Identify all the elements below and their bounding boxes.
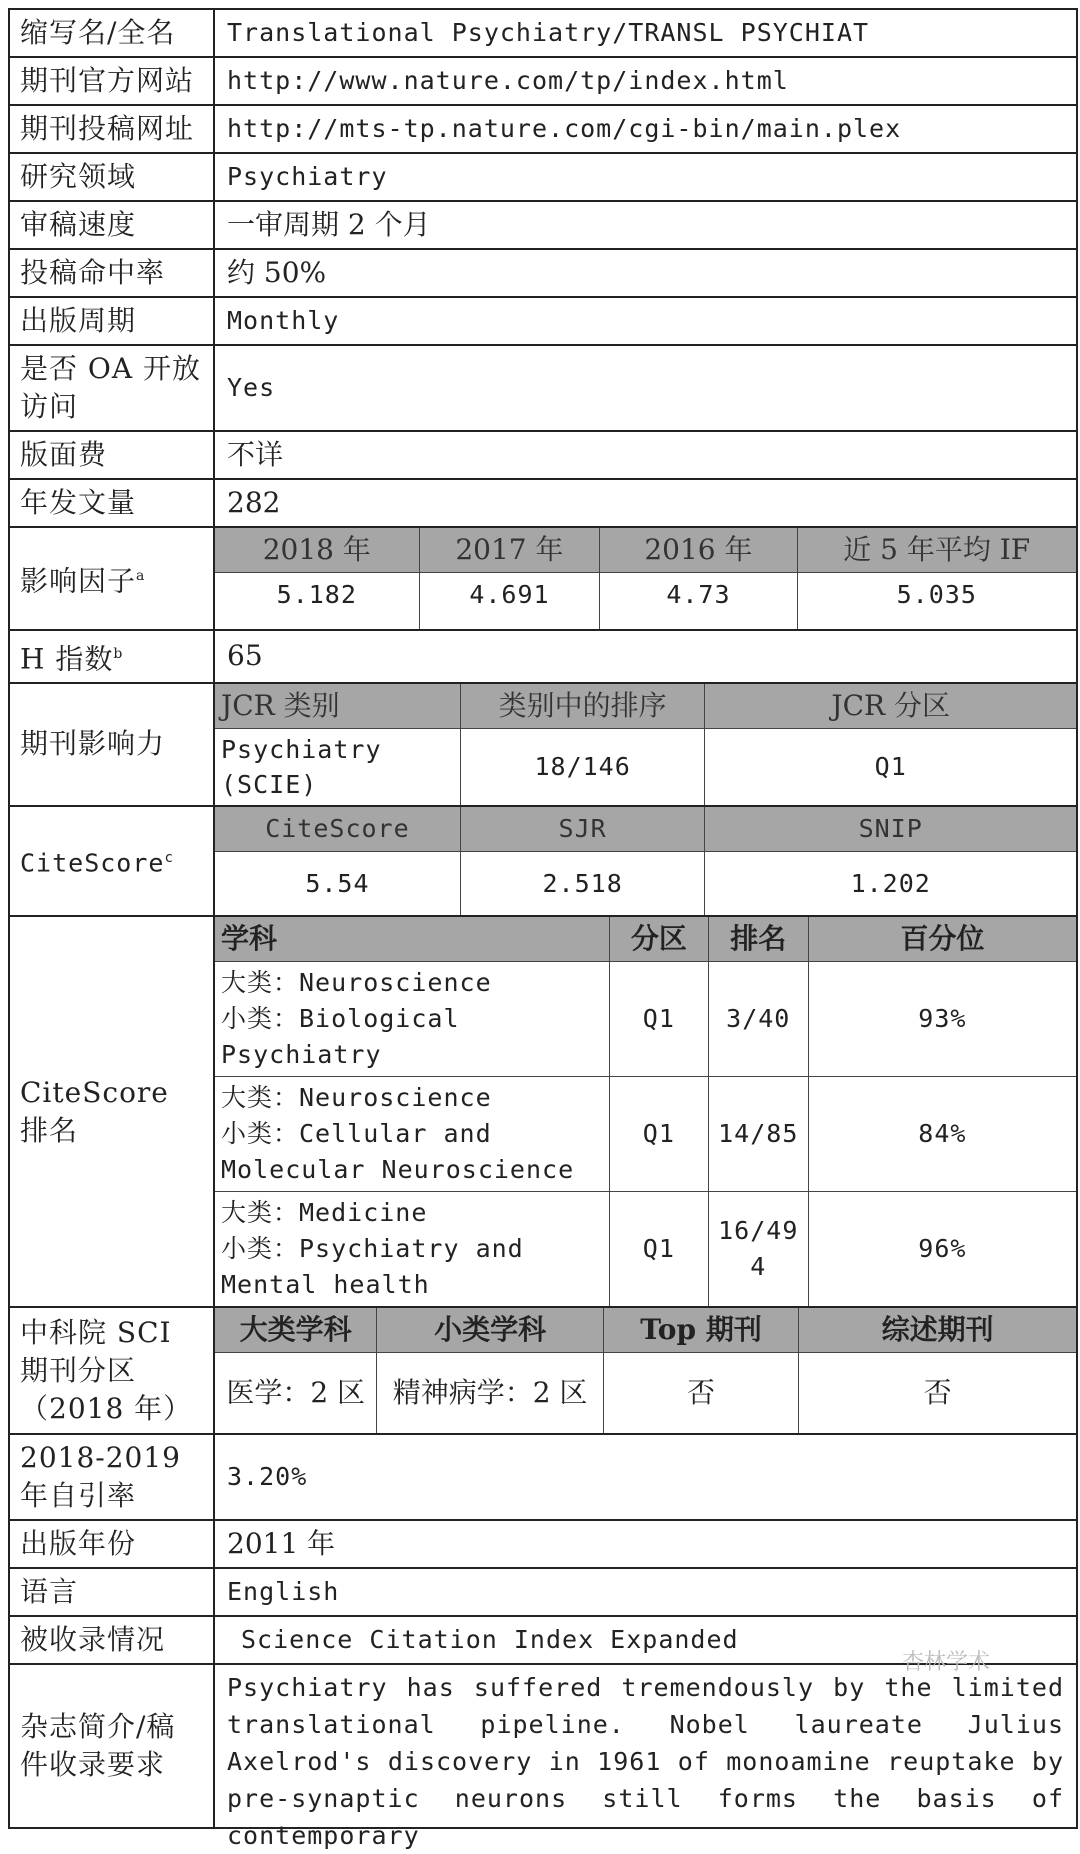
value-review-speed: 一审周期 2 个月 [214, 201, 1077, 249]
rank-row [215, 1192, 1076, 1307]
value-intro-cell [214, 1664, 1077, 1850]
value-acceptance: 约 50% [214, 249, 1077, 297]
label-cas: 中科院 SCI 期刊分区（2018 年） [9, 1307, 214, 1434]
value-oa: Yes [214, 345, 1077, 431]
if-header-2018: 2018 年 [215, 528, 419, 573]
row-language [9, 1568, 1077, 1616]
row-frequency [9, 297, 1077, 345]
row-impact-factor [9, 527, 1077, 630]
impact-factor-footnote: a [136, 567, 146, 584]
snip-value: 1.202 [705, 851, 1076, 915]
cas-header-top: Top 期刊 [603, 1308, 798, 1353]
cas-top: 否 [603, 1353, 798, 1433]
rank-rank: 16/494 [708, 1192, 808, 1307]
cas-cell [214, 1307, 1077, 1434]
watermark: 杏林学术 [901, 1650, 990, 1675]
cas-header-review: 综述期刊 [799, 1308, 1076, 1353]
citescore-header-snip: SNIP [705, 807, 1076, 852]
row-review-speed [9, 201, 1077, 249]
row-field [9, 153, 1077, 201]
row-website [9, 57, 1077, 105]
row-oa [9, 345, 1077, 431]
value-h-index: 65 [214, 630, 1077, 683]
rank-minor: 小类：Psychiatry and Mental health [221, 1234, 524, 1300]
value-frequency: Monthly [214, 297, 1077, 345]
impact-factor-cell [214, 527, 1077, 630]
journal-influence-table [215, 684, 1076, 805]
label-review-speed: 审稿速度 [9, 201, 214, 249]
if-value-5yr: 5.035 [797, 573, 1076, 629]
value-abbr: Translational Psychiatry/TRANSL PSYCHIAT [214, 9, 1077, 57]
if-header-5yr: 近 5 年平均 IF [797, 528, 1076, 573]
row-abbr [9, 9, 1077, 57]
label-abbr: 缩写名/全名 [9, 9, 214, 57]
row-self-cite [9, 1434, 1077, 1520]
rank-header-percentile: 百分位 [808, 917, 1076, 962]
row-intro [9, 1664, 1077, 1828]
citescore-value: 5.54 [215, 851, 460, 915]
rank-percentile: 93% [808, 962, 1076, 1077]
rank-rank: 14/85 [708, 1077, 808, 1192]
cas-header-major: 大类学科 [215, 1308, 377, 1353]
citescore-cell [214, 806, 1077, 917]
sjr-value: 2.518 [460, 851, 705, 915]
citescore-footnote: c [164, 850, 174, 867]
label-citescore [9, 806, 214, 917]
rank-major: 大类：Neuroscience [221, 968, 492, 998]
label-journal-influence: 期刊影响力 [9, 683, 214, 806]
label-frequency: 出版周期 [9, 297, 214, 345]
rank-subject [215, 1077, 609, 1192]
value-articles: 282 [214, 479, 1077, 527]
value-submission: http://mts-tp.nature.com/cgi-bin/main.plex [214, 105, 1077, 153]
label-field: 研究领域 [9, 153, 214, 201]
value-fee: 不详 [214, 431, 1077, 479]
label-self-cite: 2018-2019 年自引率 [9, 1434, 214, 1520]
label-fee: 版面费 [9, 431, 214, 479]
rank-minor: 小类：Biological Psychiatry [221, 1004, 460, 1070]
row-fee [9, 431, 1077, 479]
rank-percentile: 96% [808, 1192, 1076, 1307]
citescore-header-sjr: SJR [460, 807, 705, 852]
label-intro: 杂志简介/稿件收录要求 [9, 1664, 214, 1828]
if-header-2017: 2017 年 [419, 528, 600, 573]
row-year [9, 1520, 1077, 1568]
rank-subject [215, 962, 609, 1077]
label-language: 语言 [9, 1568, 214, 1616]
rank-subject [215, 1192, 609, 1307]
rank-percentile: 84% [808, 1077, 1076, 1192]
row-cas [9, 1307, 1077, 1434]
label-indexed: 被收录情况 [9, 1616, 214, 1664]
cas-review: 否 [799, 1353, 1076, 1433]
if-value-2018: 5.182 [215, 573, 419, 629]
impact-factor-table [215, 528, 1076, 629]
label-h-index [9, 630, 214, 683]
rank-quartile: Q1 [609, 962, 708, 1077]
journal-influence-cell [214, 683, 1077, 806]
row-citescore-rank [9, 916, 1077, 1307]
if-header-2016: 2016 年 [600, 528, 797, 573]
row-articles [9, 479, 1077, 527]
label-oa: 是否 OA 开放访问 [9, 345, 214, 431]
jcr-header-rank: 类别中的排序 [460, 684, 705, 729]
rank-row [215, 962, 1076, 1077]
citescore-rank-cell [214, 916, 1077, 1307]
cas-table [215, 1308, 1076, 1433]
rank-header-rank: 排名 [708, 917, 808, 962]
value-intro: Psychiatry has suffered tremendously by the limited translational pipeline. Nobel laureate Julius Axelrod's discovery in 1961 of monoamine reuptake by pre-synaptic neurons still forms the basis of contemporary [227, 1672, 1064, 1850]
row-h-index [9, 630, 1077, 683]
citescore-label: CiteScore [20, 848, 165, 878]
if-value-2017: 4.691 [419, 573, 600, 629]
label-submission: 期刊投稿网址 [9, 105, 214, 153]
if-value-2016: 4.73 [600, 573, 797, 629]
jcr-header-quartile: JCR 分区 [705, 684, 1076, 729]
rank-minor: 小类：Cellular and Molecular Neuroscience [221, 1119, 575, 1185]
citescore-table [215, 807, 1076, 916]
label-website: 期刊官方网站 [9, 57, 214, 105]
cas-major: 医学：2 区 [215, 1353, 377, 1433]
cas-header-minor: 小类学科 [377, 1308, 603, 1353]
h-index-label: H 指数 [20, 641, 114, 675]
label-citescore-rank: CiteScore 排名 [9, 916, 214, 1307]
row-citescore [9, 806, 1077, 917]
rank-major: 大类：Medicine [221, 1198, 428, 1228]
row-acceptance [9, 249, 1077, 297]
value-self-cite: 3.20% [214, 1434, 1077, 1520]
rank-quartile: Q1 [609, 1192, 708, 1307]
jcr-rank: 18/146 [460, 728, 705, 805]
citescore-rank-table [215, 917, 1076, 1306]
rank-header-subject: 学科 [215, 917, 609, 962]
value-language: English [214, 1568, 1077, 1616]
rank-rank: 3/40 [708, 962, 808, 1077]
label-year: 出版年份 [9, 1520, 214, 1568]
label-impact-factor [9, 527, 214, 630]
label-acceptance: 投稿命中率 [9, 249, 214, 297]
value-indexed: Science Citation Index Expanded [214, 1616, 1077, 1664]
rank-major: 大类：Neuroscience [221, 1083, 492, 1113]
row-journal-influence [9, 683, 1077, 806]
h-index-footnote: b [113, 645, 124, 662]
value-website: http://www.nature.com/tp/index.html [214, 57, 1077, 105]
jcr-header-category: JCR 类别 [215, 684, 460, 729]
journal-info-table [8, 8, 1078, 1850]
citescore-header-citescore: CiteScore [215, 807, 460, 852]
value-field: Psychiatry [214, 153, 1077, 201]
jcr-category: Psychiatry (SCIE) [215, 728, 460, 805]
cas-minor: 精神病学：2 区 [377, 1353, 603, 1433]
value-year: 2011 年 [214, 1520, 1077, 1568]
jcr-quartile: Q1 [705, 728, 1076, 805]
rank-header-quartile: 分区 [609, 917, 708, 962]
rank-row [215, 1077, 1076, 1192]
row-submission [9, 105, 1077, 153]
impact-factor-label: 影响因子 [20, 563, 137, 597]
label-articles: 年发文量 [9, 479, 214, 527]
rank-quartile: Q1 [609, 1077, 708, 1192]
